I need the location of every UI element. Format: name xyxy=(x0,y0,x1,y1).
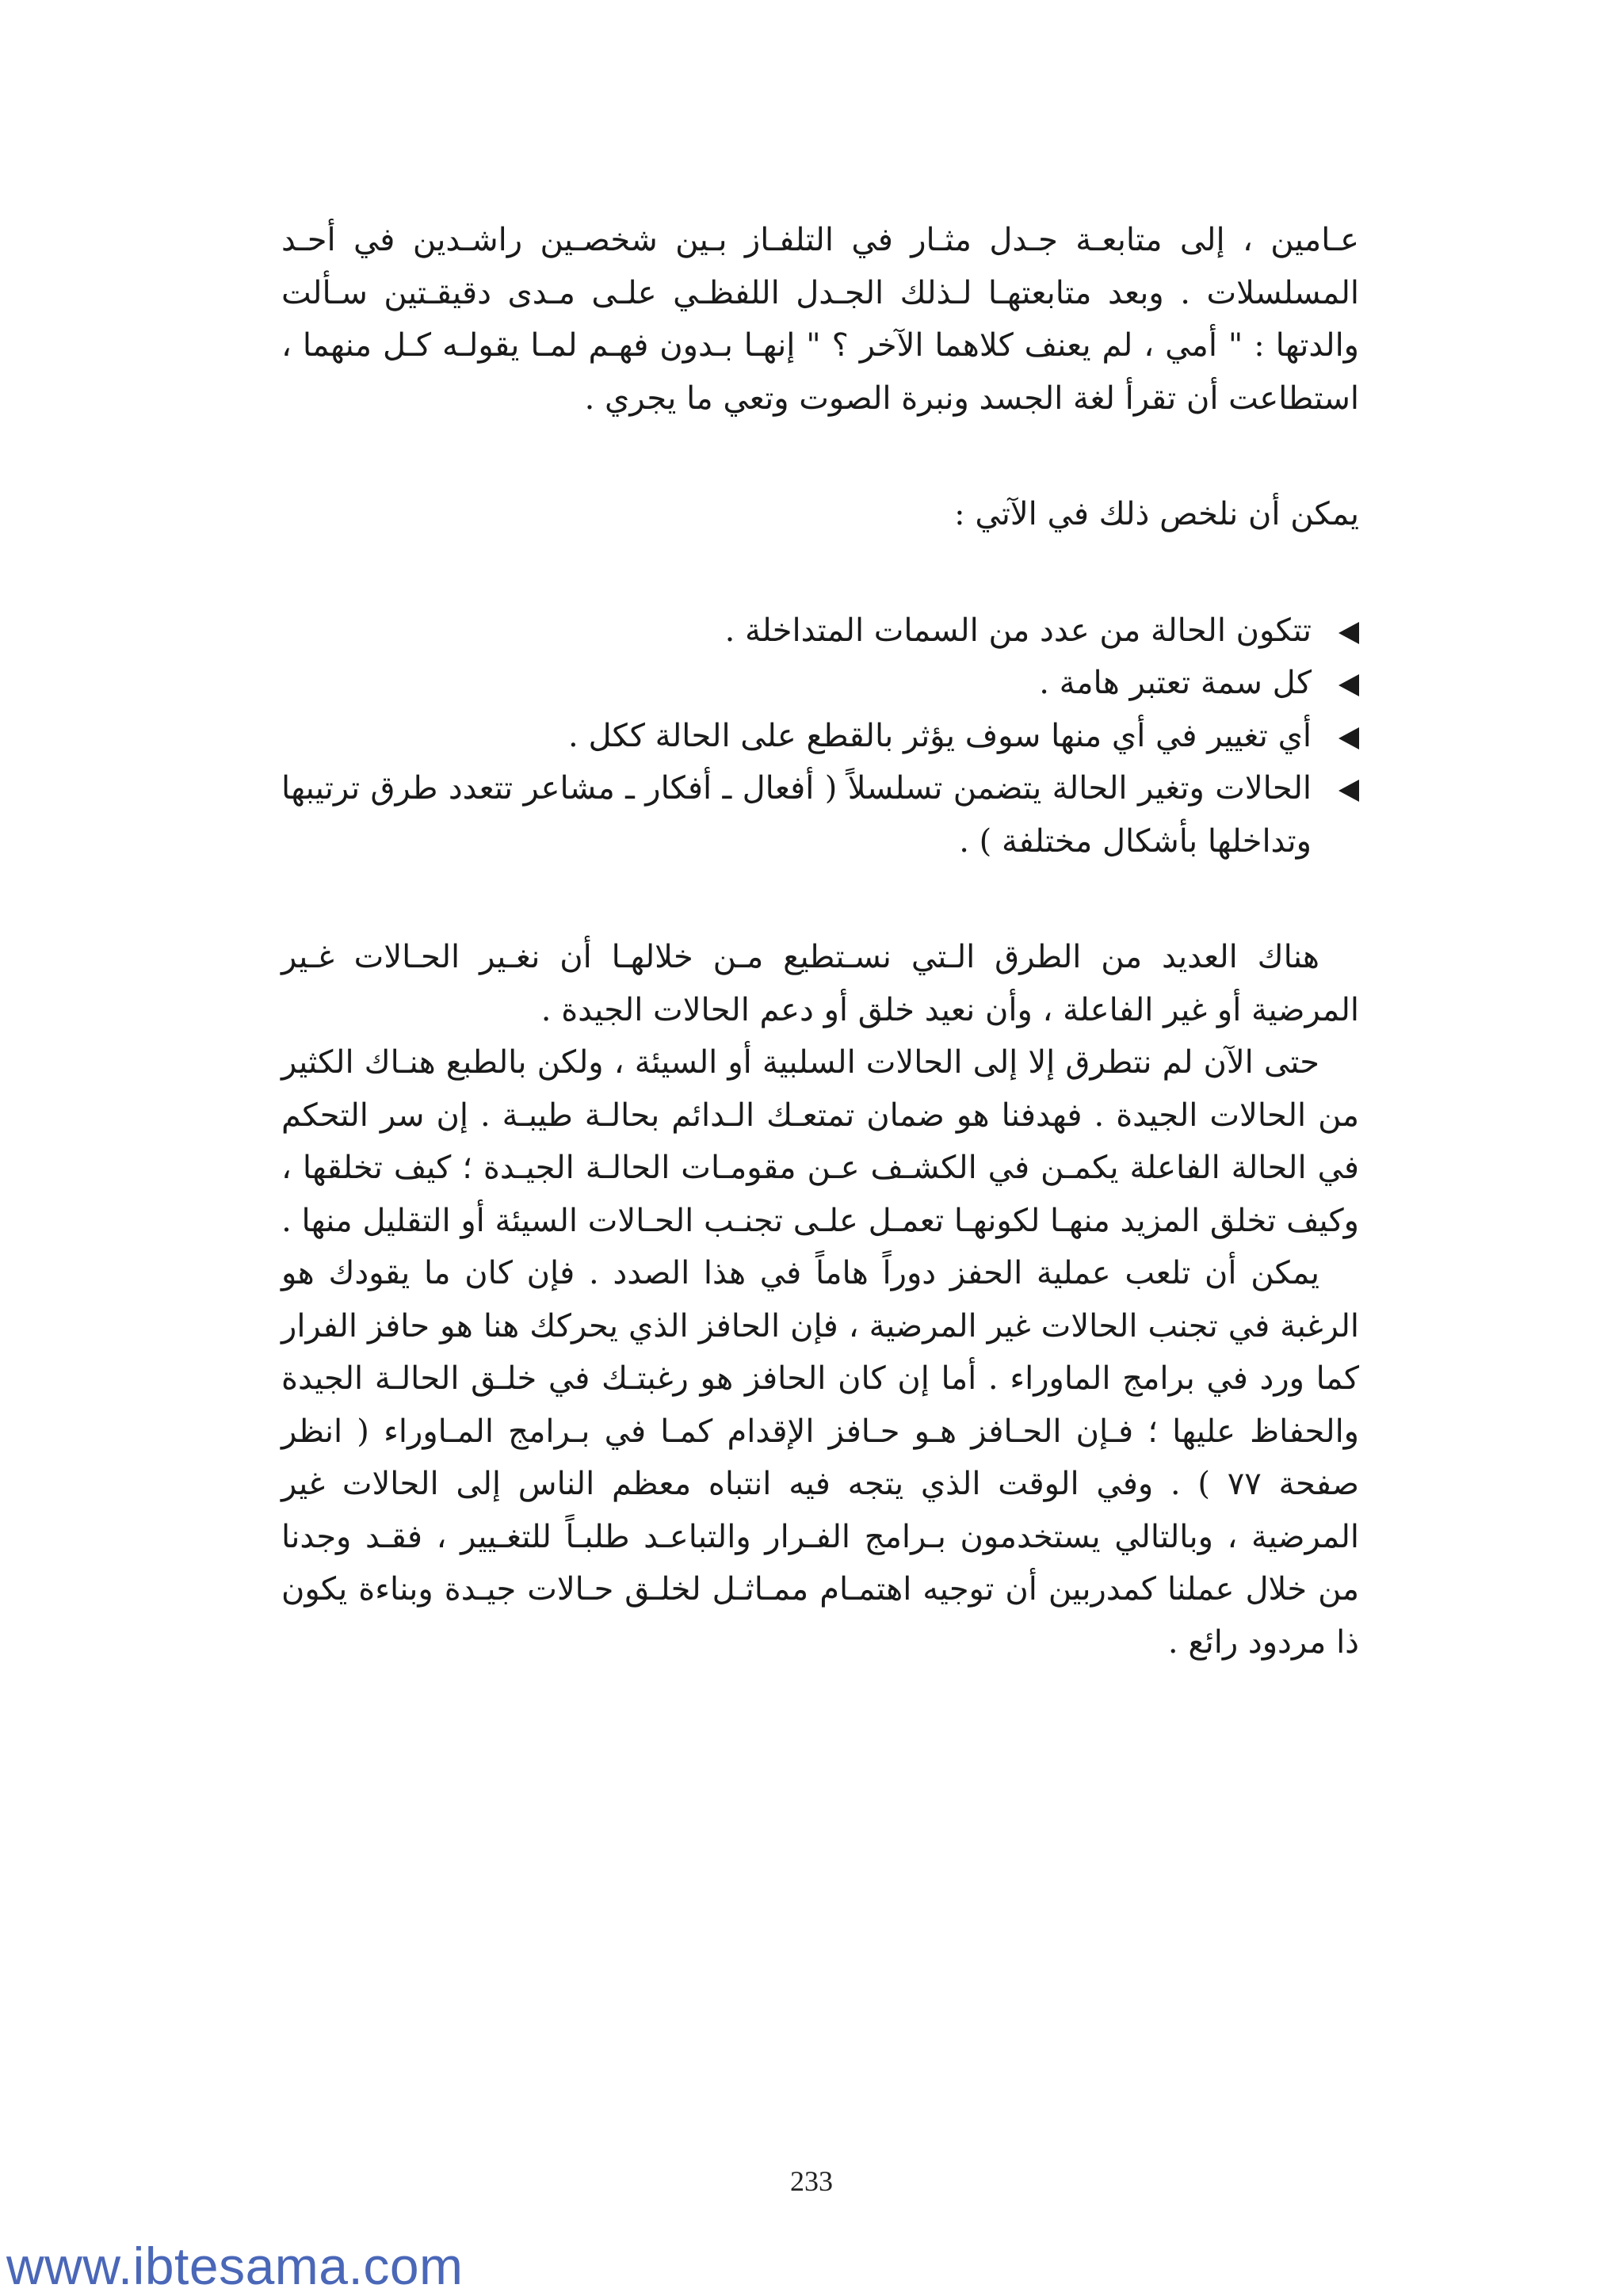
list-item-text: الحالات وتغير الحالة يتضمن تسلسلاً ( أفعال ـ أفكار ـ مشاعر تتعدد طرق ترتيبها وتداخلها بأشكال مختلفة ) . xyxy=(281,770,1312,860)
paragraph-intro: عـامين ، إلى متابعـة جـدل مثـار في التلفـاز بـين شخصـين راشـدين في أحـد المسلسلات . وبعد متابعتهـا لـذلك الجـدل اللفظـي علـى مـدى دقيقـتين سـألت والدتها : " أمي ، لم يعنف كلاهما الآخر ؟ " إنهـا بـدون فهـم لمـا يقولـه كـل منهما ، استطاعت أن تقرأ لغة الجسد ونبرة الصوت وتعي ما يجري . xyxy=(281,222,1360,417)
triangle-bullet-icon xyxy=(1338,780,1359,802)
triangle-bullet-icon xyxy=(1338,674,1359,696)
bullet-list xyxy=(281,605,1359,868)
paragraph-good-states: حتى الآن لم نتطرق إلا إلى الحالات السلبية أو السيئة ، ولكن بالطبع هنـاك الكثير من الحالات الجيدة . فهدفنا هو ضمان تمتعـك الـدائم بحالـة طيبـة . إن سر التحكم في الحالة الفاعلة يكمـن في الكشـف عـن مقومـات الحالـة الجيـدة ؛ كيف تخلقها ، وكيف تخلق المزيد منهـا لكونهـا تعمـل علـى تجنـب الحـالات السيئة أو التقليل منها . xyxy=(281,1044,1359,1239)
list-item-text: أي تغيير في أي منها سوف يؤثر بالقطع على الحالة ككل . xyxy=(568,717,1312,754)
list-item-text: كل سمة تعتبر هامة . xyxy=(1039,665,1312,701)
list-item xyxy=(281,710,1359,763)
list-item xyxy=(281,762,1359,868)
list-item-text: تتكون الحالة من عدد من السمات المتداخلة . xyxy=(724,612,1312,649)
paragraph-summary-lead: يمكن أن نلخص ذلك في الآتي : xyxy=(954,496,1359,532)
spacer xyxy=(281,868,1359,931)
triangle-bullet-icon xyxy=(1338,727,1359,749)
spacer xyxy=(281,541,1359,605)
page-body xyxy=(281,214,1359,1669)
list-item xyxy=(281,605,1359,658)
list-item xyxy=(281,657,1359,710)
page-number: 233 xyxy=(790,2165,833,2197)
spacer xyxy=(281,425,1359,488)
triangle-bullet-icon xyxy=(1338,622,1359,644)
paragraph-methods: هناك العديد من الطرق الـتي نسـتطيع مـن خلالهـا أن نغـير الحـالات غـير المرضية أو غير الفاعلة ، وأن نعيد خلق أو دعم الحالات الجيدة . xyxy=(281,939,1359,1028)
watermark-url: www.ibtesama.com xyxy=(6,2237,464,2295)
paragraph-motivation: يمكن أن تلعب عملية الحفز دوراً هاماً في هذا الصدد . فإن كان ما يقودك هو الرغبة في تجنب الحالات غير المرضية ، فإن الحافز الذي يحركك هنا هو حافز الفرار كما ورد في برامج الماوراء . أما إن كان الحافز هو رغبتـك في خلـق الحالـة الجيدة والحفاظ عليها ؛ فـإن الحـافز هـو حـافز الإقدام كمـا في بـرامج المـاوراء ( انظر صفحة ٧٧ ) . وفي الوقت الذي يتجه فيه انتباه معظم الناس إلى الحالات غير المرضية ، وبالتالي يستخدمون بـرامج الفـرار والتباعـد طلبـاً للتغـيير ، فقـد وجدنا من خلال عملنا كمدربين أن توجيه اهتمـام ممـاثـل لخلـق حـالات جيـدة وبناءة يكون ذا مردود رائع . xyxy=(281,1255,1360,1661)
